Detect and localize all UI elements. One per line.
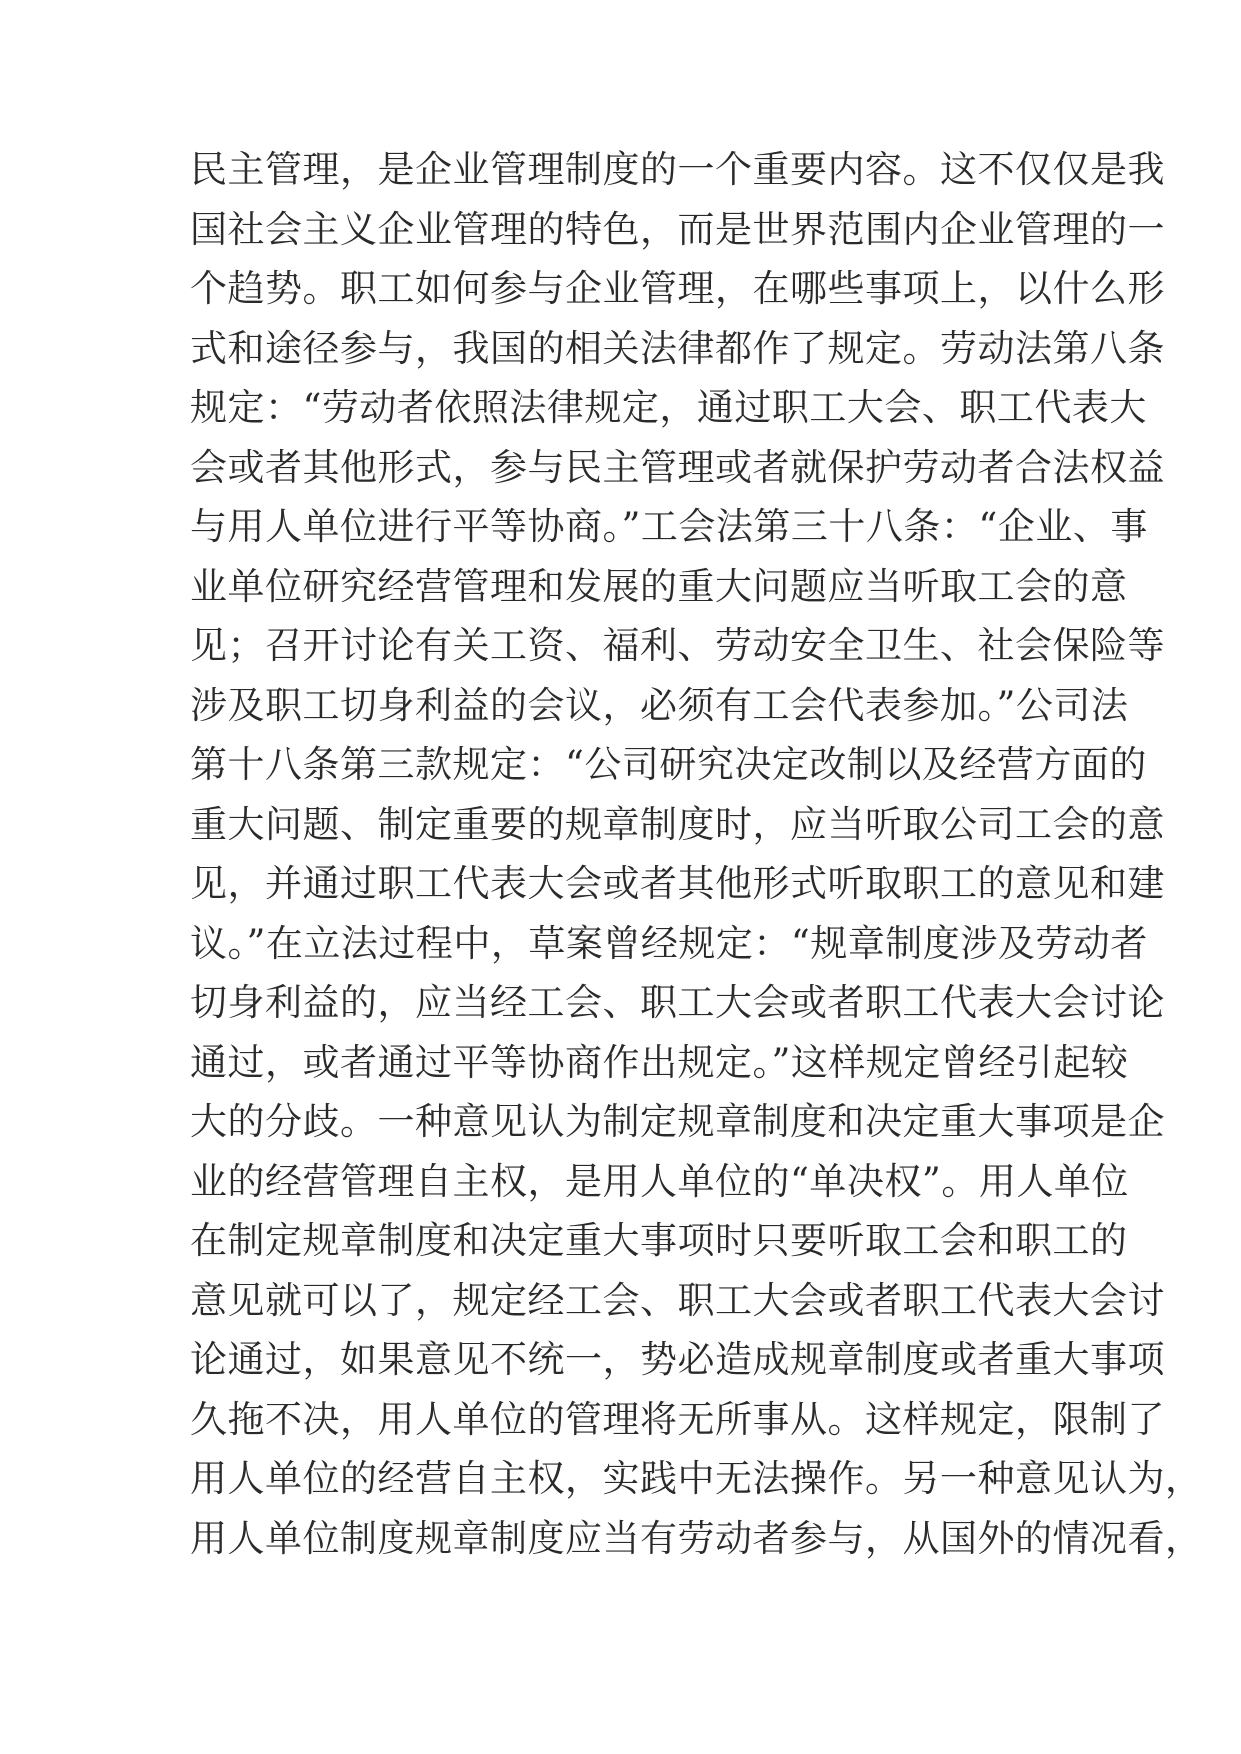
text-line: 用人单位制度规章制度应当有劳动者参与，从国外的情况看， [190, 1516, 1203, 1560]
text-line: 议。”在立法过程中，草案曾经规定：“规章制度涉及劳动者 [190, 921, 1148, 965]
text-line: 国社会主义企业管理的特色，而是世界范围内企业管理的一 [190, 207, 1165, 251]
text-line: 民主管理，是企业管理制度的一个重要内容。这不仅仅是我 [190, 148, 1165, 191]
body-text [190, 140, 1203, 1568]
text-line: 式和途径参与，我国的相关法律都作了规定。劳动法第八条 [190, 326, 1165, 370]
text-line: 业单位研究经营管理和发展的重大问题应当听取工会的意 [190, 564, 1128, 608]
text-line: 在制定规章制度和决定重大事项时只要听取工会和职工的 [190, 1219, 1128, 1262]
text-line: 久拖不决，用人单位的管理将无所事从。这样规定，限制了 [190, 1397, 1165, 1441]
text-line: 规定：“劳动者依照法律规定，通过职工大会、职工代表大 [190, 386, 1147, 429]
text-line: 用人单位的经营自主权，实践中无法操作。另一种意见认为， [190, 1457, 1203, 1500]
text-line: 涉及职工切身利益的会议，必须有工会代表参加。”公司法 [190, 683, 1129, 727]
text-line: 意见就可以了，规定经工会、职工大会或者职工代表大会讨 [190, 1278, 1165, 1322]
text-line: 大的分歧。一种意见认为制定规章制度和决定重大事项是企 [190, 1100, 1165, 1143]
text-line: 会或者其他形式，参与民主管理或者就保护劳动者合法权益 [190, 445, 1165, 489]
text-line: 见，并通过职工代表大会或者其他形式听取职工的意见和建 [190, 862, 1165, 905]
text-line: 见；召开讨论有关工资、福利、劳动安全卫生、社会保险等 [190, 624, 1165, 667]
text-line: 论通过，如果意见不统一，势必造成规章制度或者重大事项 [190, 1338, 1165, 1381]
text-line: 切身利益的，应当经工会、职工大会或者职工代表大会讨论 [190, 981, 1165, 1024]
text-line: 与用人单位进行平等协商。”工会法第三十八条：“企业、事 [190, 505, 1148, 548]
text-line: 业的经营管理自主权，是用人单位的“单决权”。用人单位 [190, 1159, 1129, 1203]
text-line: 通过，或者通过平等协商作出规定。”这样规定曾经引起较 [190, 1040, 1129, 1084]
text-line: 重大问题、制定重要的规章制度时，应当听取公司工会的意 [190, 802, 1165, 846]
text-line: 个趋势。职工如何参与企业管理，在哪些事项上，以什么形 [190, 267, 1165, 310]
text-line: 第十八条第三款规定：“公司研究决定改制以及经营方面的 [190, 743, 1147, 786]
